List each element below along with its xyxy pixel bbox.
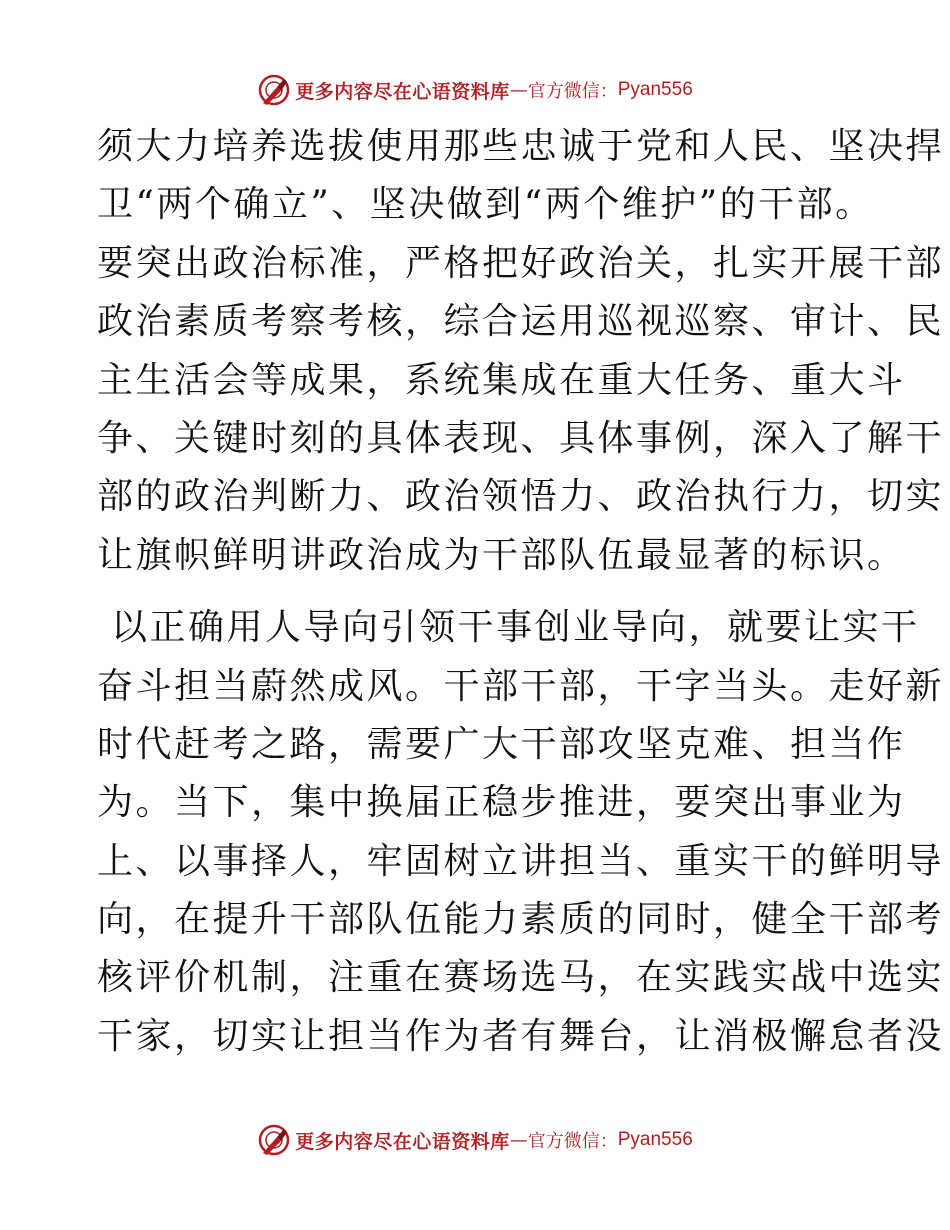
paragraph-gap: [97, 585, 857, 599]
header-dash: —: [509, 79, 528, 101]
text-line: 向，在提升干部队伍能力素质的同时，健全干部考: [97, 899, 945, 941]
text-line: 政治素质考察考核，综合运用巡视巡察、审计、民: [97, 301, 945, 343]
header-banner: [0, 70, 950, 110]
footer-wechat-label: 官方微信：: [527, 1131, 618, 1152]
text-line: 卫“两个确立”、坚决做到“两个维护”的干部。: [97, 184, 874, 226]
paragraph-1: [97, 118, 945, 585]
text-line: 干家，切实让担当作为者有舞台，让消极懈怠者没: [97, 1015, 945, 1057]
text-line: 主生活会等成果，系统集成在重大任务、重大斗: [97, 359, 906, 401]
text-line: 部的政治判断力、政治领悟力、政治执行力，切实: [97, 476, 945, 518]
text-line: 争、关键时刻的具体表现、具体事例，深入了解干: [97, 417, 945, 459]
text-line: 奋斗担当蔚然成风。干部干部，干字当头。走好新: [97, 665, 945, 707]
text-line: 上、以事择人，牢固树立讲担当、重实干的鲜明导: [97, 840, 945, 882]
document-body: [97, 118, 945, 1066]
pen-logo-icon: [257, 1123, 291, 1157]
text-line: 以正确用人导向引领干事创业导向，就要让实干: [97, 607, 920, 649]
text-line: 为。当下，集中换届正稳步推进，要突出事业为: [97, 782, 906, 824]
text-line: 让旗帜鲜明讲政治成为干部队伍最显著的标识。: [97, 534, 906, 576]
footer-dash: —: [509, 1129, 528, 1151]
footer-brand-text: 更多内容尽在心语资料库: [295, 1130, 510, 1153]
text-line: 要突出政治标准，严格把好政治关，扎实开展干部: [97, 242, 945, 284]
header-wechat-label: 官方微信：: [527, 81, 618, 102]
text-line: 须大力培养选拔使用那些忠诚于党和人民、坚决捍: [97, 126, 945, 167]
footer-wechat-id: Pyan556: [617, 1129, 693, 1150]
paragraph-2: [97, 599, 945, 1066]
text-line: 时代赶考之路，需要广大干部攻坚克难、担当作: [97, 723, 906, 765]
text-line: 核评价机制，注重在赛场选马，在实践实战中选实: [97, 957, 945, 999]
header-wechat-id: Pyan556: [617, 79, 693, 100]
footer-banner: [0, 1120, 950, 1160]
header-brand-text: 更多内容尽在心语资料库: [295, 80, 510, 103]
pen-logo-icon: [257, 73, 291, 107]
